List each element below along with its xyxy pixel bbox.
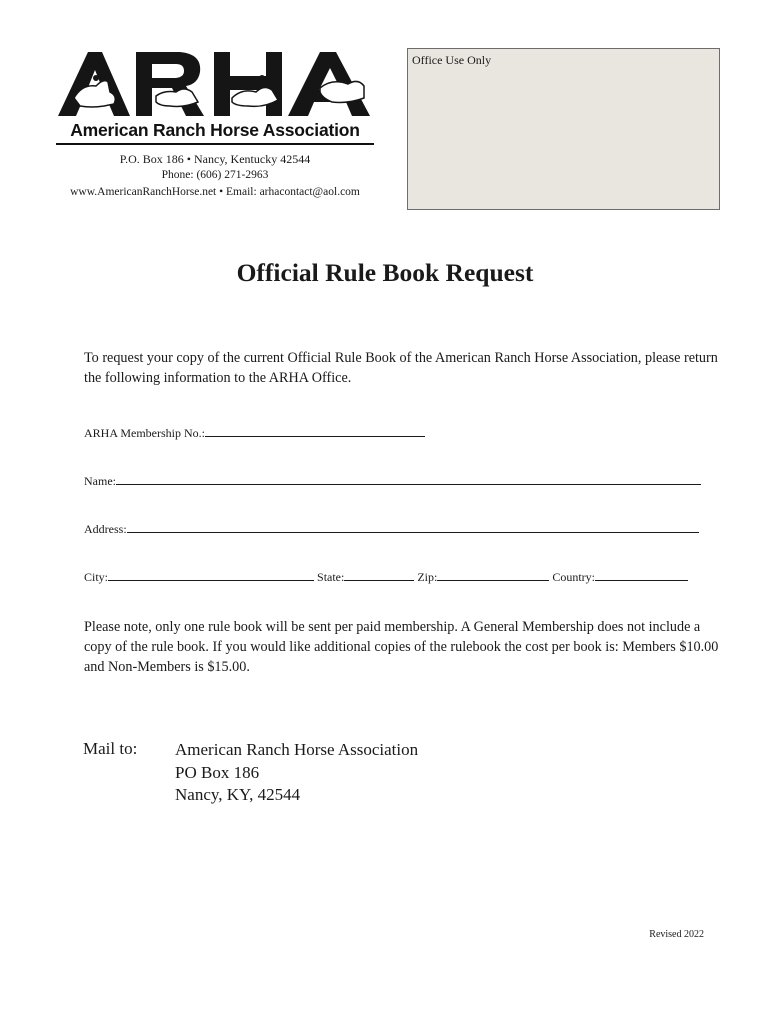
- name-label: Name:: [84, 474, 116, 488]
- mailing-address: [175, 739, 418, 807]
- page-title: Official Rule Book Request: [236, 258, 534, 287]
- mail-line-org: American Ranch Horse Association: [175, 740, 419, 759]
- membership-field[interactable]: [84, 425, 425, 441]
- membership-label: ARHA Membership No.:: [84, 426, 205, 440]
- zip-label: Zip:: [417, 570, 438, 584]
- address-label: Address:: [84, 522, 127, 536]
- membership-line[interactable]: [205, 425, 425, 437]
- arha-logo-graphic: [52, 48, 378, 120]
- mail-to-label: Mail to:: [83, 739, 138, 758]
- intro-paragraph: To request your copy of the current Official Rule Book of the American Ranch Horse Association, please return the following information to the ARHA Office.: [84, 350, 718, 386]
- country-label: Country:: [552, 570, 596, 584]
- mail-line-box: PO Box 186: [175, 762, 260, 782]
- name-field[interactable]: [84, 473, 701, 489]
- contact-phone: Phone: (606) 271-2963: [161, 169, 269, 181]
- address-field[interactable]: [84, 521, 699, 537]
- country-line[interactable]: [595, 569, 688, 581]
- arha-logo: [52, 48, 378, 144]
- office-use-label: Office Use Only: [412, 53, 492, 67]
- mail-line-city: Nancy, KY, 42544: [175, 785, 301, 804]
- city-state-zip-country-row: [84, 569, 688, 585]
- note-paragraph: Please note, only one rule book will be sent per paid membership. A General Membership does not include a copy of the rule book. If you would like additional copies of the rulebook the cost per book is: Members $10.00 and Non-Members is $15.00.: [84, 619, 719, 675]
- logo-divider: [56, 143, 374, 145]
- city-label: City:: [84, 570, 109, 584]
- city-line[interactable]: [108, 569, 314, 581]
- org-name: American Ranch Horse Association: [70, 120, 360, 140]
- office-use-box: [407, 48, 720, 210]
- address-line[interactable]: [127, 521, 699, 533]
- zip-line[interactable]: [437, 569, 549, 581]
- contact-web-email: www.AmericanRanchHorse.net • Email: arhacontact@aol.com: [70, 186, 360, 198]
- revised-date: Revised 2022: [649, 929, 704, 940]
- state-label: State:: [317, 570, 345, 584]
- contact-address: P.O. Box 186 • Nancy, Kentucky 42544: [119, 152, 311, 166]
- state-line[interactable]: [344, 569, 414, 581]
- name-line[interactable]: [116, 473, 701, 485]
